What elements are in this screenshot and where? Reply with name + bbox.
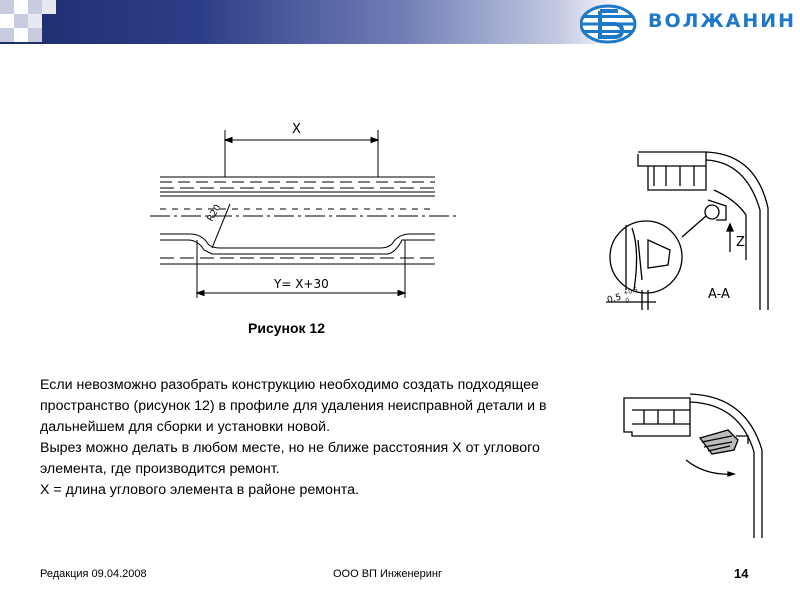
tolerance-lower-label: 0 (624, 297, 631, 305)
decorative-squares-icon (0, 0, 70, 50)
body-text (40, 375, 600, 501)
section-aa-label: A-A (708, 287, 730, 302)
section-aa-drawing (596, 140, 786, 320)
page-number: 14 (734, 566, 749, 581)
dimension-x-label: X (292, 122, 301, 137)
dimension-y-label: Y= X+30 (274, 277, 329, 291)
radius-label: R20 (205, 203, 224, 224)
body-paragraph-2: Вырез можно делать в любом месте, но не ближе расстояния X от углового элемента, где производится ремонт. (40, 440, 540, 477)
tolerance-upper-label: +0.5 (622, 286, 639, 297)
logo-text: ВОЛЖАНИН (648, 10, 797, 32)
footer-company: ООО ВП Инженеринг (333, 568, 443, 580)
figure-caption: Рисунок 12 (248, 320, 325, 336)
profile-section-drawing (616, 380, 786, 540)
body-paragraph-3: X = длина углового элемента в районе ремонта. (40, 482, 359, 498)
footer-revision: Редакция 09.04.2008 (40, 568, 147, 580)
body-paragraph-1: Если невозможно разобрать конструкцию необходимо создать подходящее пространство (рисунок 12) в профиле для удаления неисправной детали и в дальнейшем для сборки и установки новой. (40, 377, 547, 435)
tolerance-base-label: 0.5 (606, 292, 623, 306)
profile-cutout-drawing (150, 112, 470, 302)
z-label: Z (736, 235, 745, 250)
